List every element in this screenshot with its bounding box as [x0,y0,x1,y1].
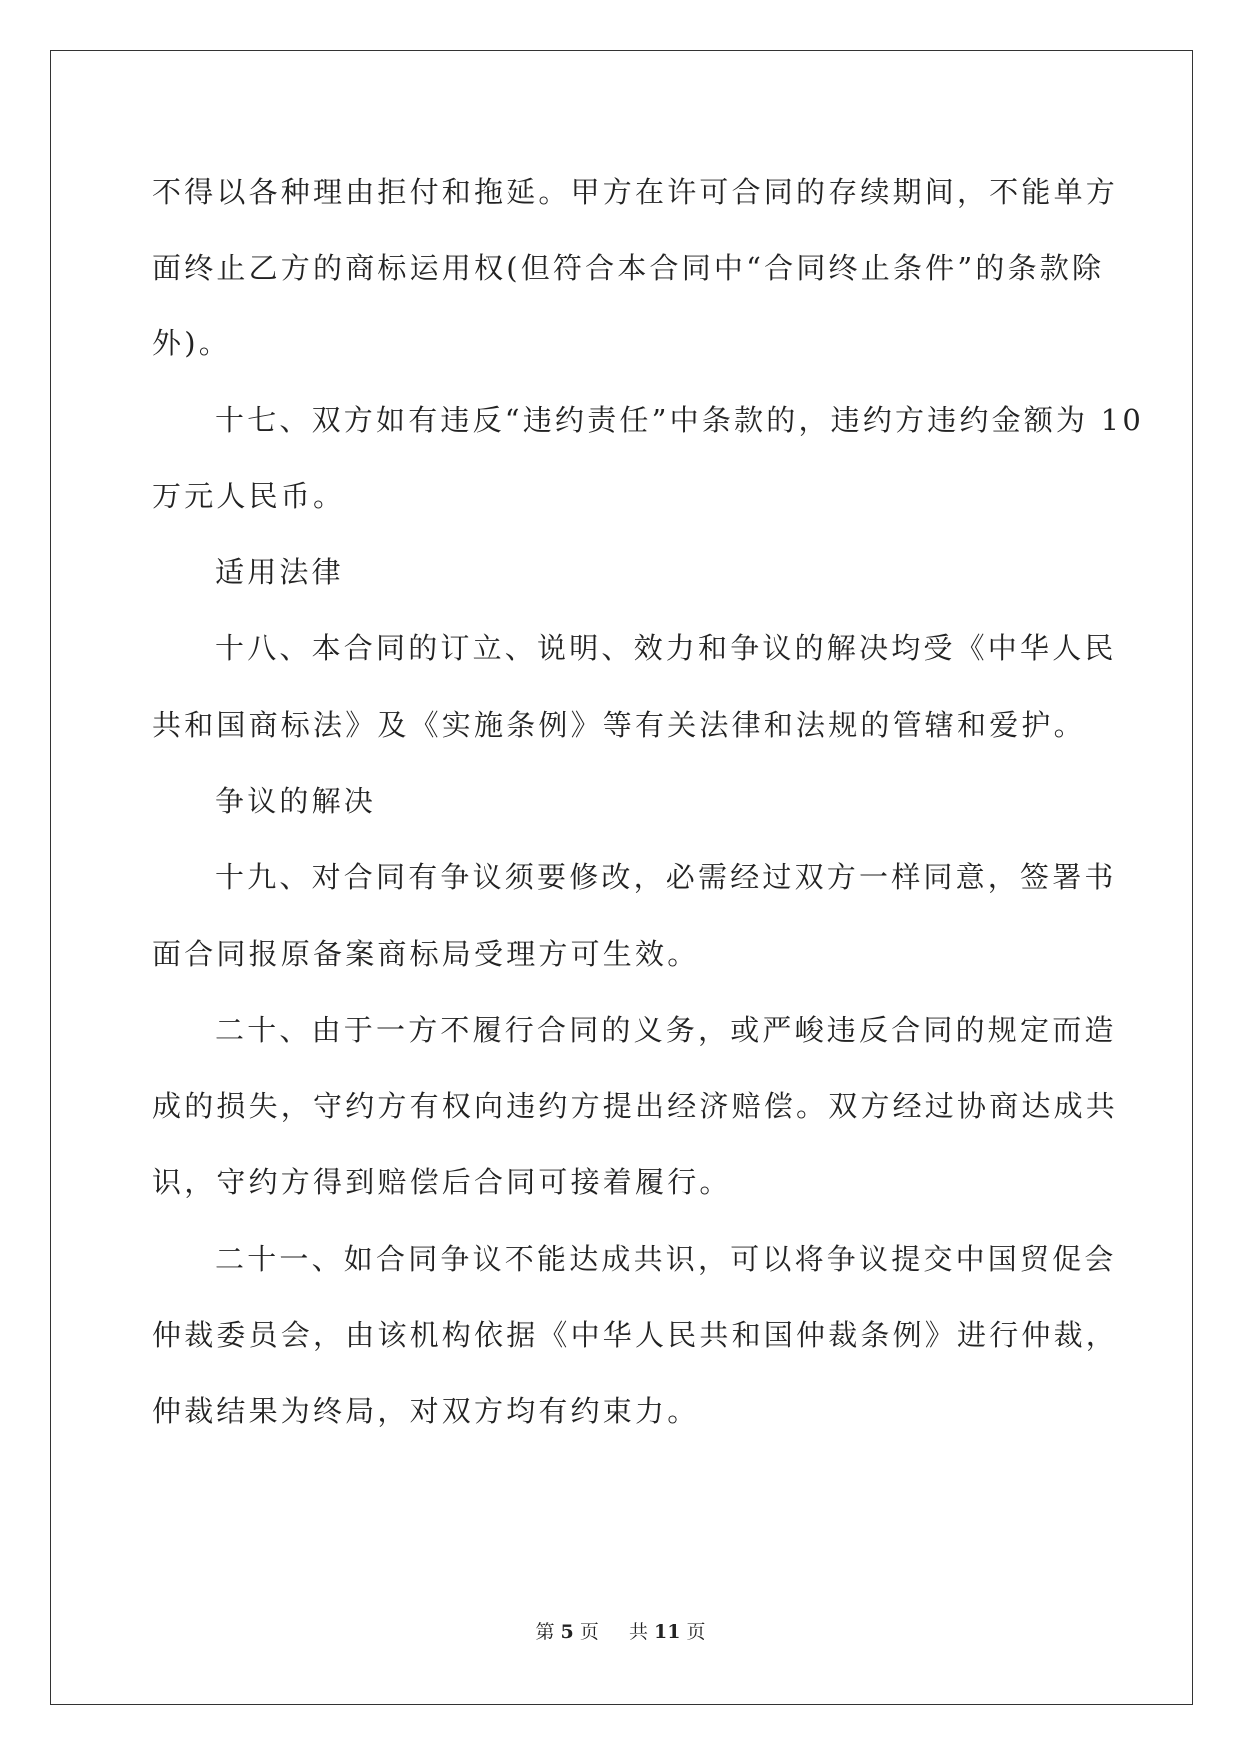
clause-17: 十七、双方如有违反“违约责任”中条款的，违约方违约金额为 10 [215,403,1144,437]
clause-20: 二十、由于一方不履行合同的义务，或严峻违反合同的规定而造 [215,1013,1117,1047]
text-line: 成的损失，守约方有权向违约方提出经济赔偿。双方经过协商达成共 [152,1089,1119,1123]
text-line: 面合同报原备案商标局受理方可生效。 [152,937,700,971]
page-footer [0,1620,1241,1644]
text-line: 面终止乙方的商标运用权(但符合本合同中“合同终止条件”的条款除 [152,251,1105,285]
text-line: 不得以各种理由拒付和拖延。甲方在许可合同的存续期间，不能单方 [152,175,1119,209]
total-prefix: 共 [628,1621,648,1643]
section-heading-dispute-resolution: 争议的解决 [215,784,377,818]
text-line: 仲裁委员会，由该机构依据《中华人民共和国仲裁条例》进行仲裁， [152,1318,1119,1352]
text-line: 外)。 [152,326,231,360]
total-page-count: 11 [654,1621,681,1643]
clause-18: 十八、本合同的订立、说明、效力和争议的解决均受《中华人民 [215,631,1117,665]
clause-19: 十九、对合同有争议须要修改，必需经过双方一样同意，签署书 [215,860,1117,894]
total-suffix: 页 [686,1621,706,1643]
text-line: 仲裁结果为终局，对双方均有约束力。 [152,1394,700,1428]
text-line: 共和国商标法》及《实施条例》等有关法律和法规的管辖和爱护。 [152,708,1086,742]
current-page-number: 5 [560,1621,574,1643]
page-suffix: 页 [579,1621,599,1643]
text-line: 万元人民币。 [152,479,346,513]
text-line: 识，守约方得到赔偿后合同可接着履行。 [152,1165,732,1199]
section-heading-applicable-law: 适用法律 [215,555,344,589]
page-prefix: 第 [535,1621,555,1643]
clause-21: 二十一、如合同争议不能达成共识，可以将争议提交中国贸促会 [215,1242,1117,1276]
